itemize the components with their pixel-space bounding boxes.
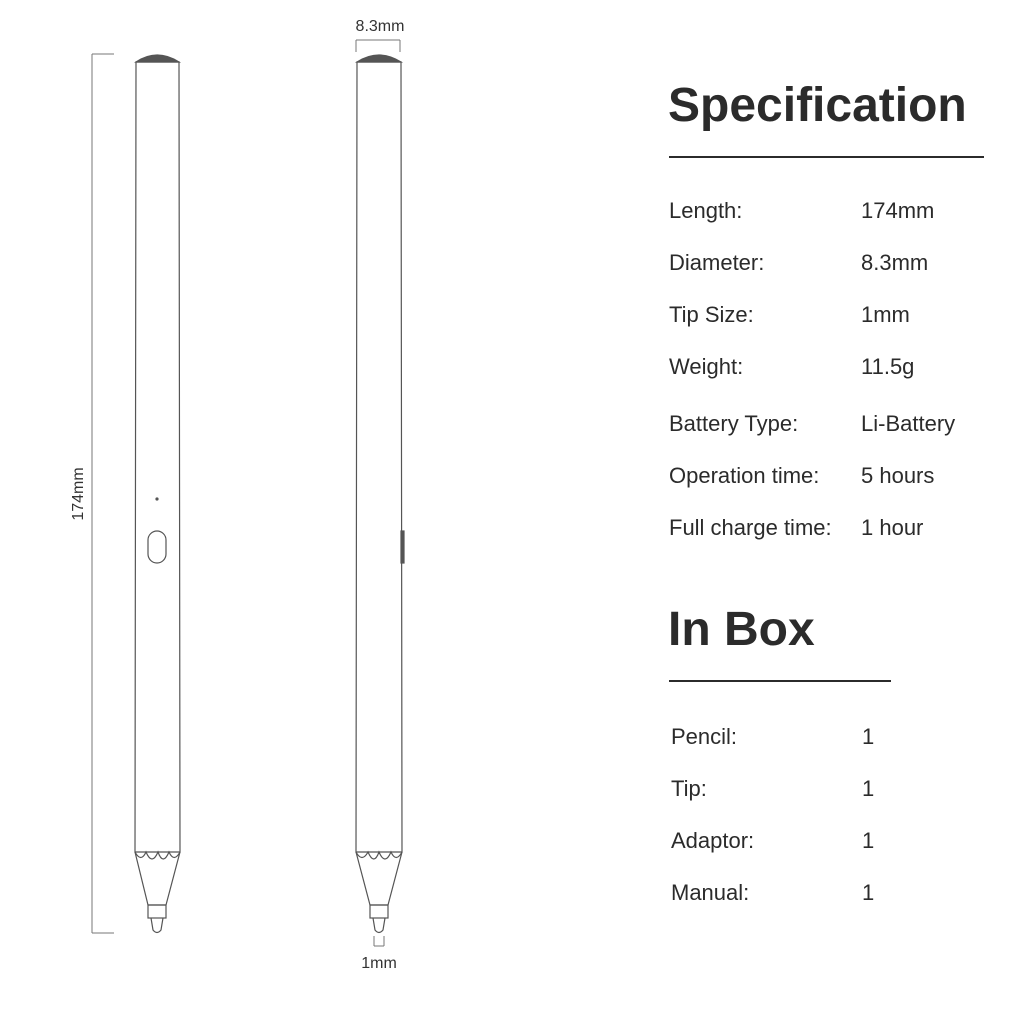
spec-value: 1mm bbox=[861, 302, 910, 327]
in-box-row-tip bbox=[669, 774, 1009, 804]
pencil-nib bbox=[151, 918, 163, 933]
spec-label: Operation time: bbox=[669, 463, 820, 488]
in-box-row-manual bbox=[669, 878, 1009, 908]
length-dimension-label: 174mm bbox=[70, 467, 87, 521]
pencil-indicator-dot bbox=[156, 498, 158, 500]
in-box-label: Pencil: bbox=[671, 724, 738, 749]
spec-value: 5 hours bbox=[861, 463, 935, 488]
in-box-label: Tip: bbox=[671, 776, 707, 801]
in-box-value: 1 bbox=[862, 724, 875, 749]
pencil-front-view bbox=[135, 55, 180, 933]
tip-dimension bbox=[374, 936, 384, 946]
pencil-side-body bbox=[356, 62, 402, 852]
spec-row-weight bbox=[669, 352, 1009, 382]
in-box-title: In Box bbox=[668, 603, 815, 656]
spec-label: Length: bbox=[669, 198, 743, 223]
pencil-wave-edge bbox=[135, 852, 180, 859]
pencil-button bbox=[148, 531, 166, 563]
pencil-tip-sleeve bbox=[148, 905, 166, 918]
pencil-side-cone bbox=[356, 852, 402, 905]
spec-value: 11.5g bbox=[861, 354, 915, 379]
spec-label: Battery Type: bbox=[669, 411, 799, 436]
spec-label: Tip Size: bbox=[669, 302, 754, 327]
pencil-side-view bbox=[356, 55, 404, 933]
pencil-side-wave-edge bbox=[356, 852, 402, 859]
diameter-dimension-label: 8.3mm bbox=[355, 18, 405, 35]
spec-row-tip-size bbox=[669, 300, 1009, 330]
in-box-value: 1 bbox=[862, 880, 875, 905]
in-box-row-adaptor bbox=[669, 826, 1009, 856]
pencil-side-tip-sleeve bbox=[370, 905, 388, 918]
spec-value: 1 hour bbox=[861, 515, 924, 540]
pencil-side-nib bbox=[373, 918, 385, 933]
diameter-dimension bbox=[356, 40, 400, 52]
spec-value: Li-Battery bbox=[861, 411, 956, 436]
in-box-label: Adaptor: bbox=[671, 828, 755, 853]
pencil-cap bbox=[136, 55, 179, 62]
spec-row-diameter bbox=[669, 248, 1009, 278]
in-box-row-pencil bbox=[669, 722, 1009, 752]
spec-label: Weight: bbox=[669, 354, 744, 379]
spec-label: Diameter: bbox=[669, 250, 765, 275]
in-box-value: 1 bbox=[862, 828, 875, 853]
spec-label: Full charge time: bbox=[669, 515, 832, 540]
in-box-label: Manual: bbox=[671, 880, 750, 905]
pencil-cone bbox=[135, 852, 180, 905]
specification-title: Specification bbox=[668, 79, 967, 132]
spec-row-operation-time bbox=[669, 461, 1009, 491]
tip-dimension-label: 1mm bbox=[361, 955, 397, 972]
spec-row-battery-type bbox=[669, 409, 1009, 439]
spec-row-length bbox=[669, 196, 1009, 226]
in-box-value: 1 bbox=[862, 776, 875, 801]
pencil-body bbox=[135, 62, 180, 852]
length-dimension bbox=[92, 54, 114, 933]
pencil-side-button bbox=[401, 531, 404, 563]
specification-divider bbox=[669, 156, 984, 158]
spec-value: 8.3mm bbox=[861, 250, 929, 275]
pencil-side-cap bbox=[357, 55, 401, 62]
in-box-divider bbox=[669, 680, 891, 682]
spec-value: 174mm bbox=[861, 198, 935, 223]
spec-row-full-charge-time bbox=[669, 513, 1009, 543]
